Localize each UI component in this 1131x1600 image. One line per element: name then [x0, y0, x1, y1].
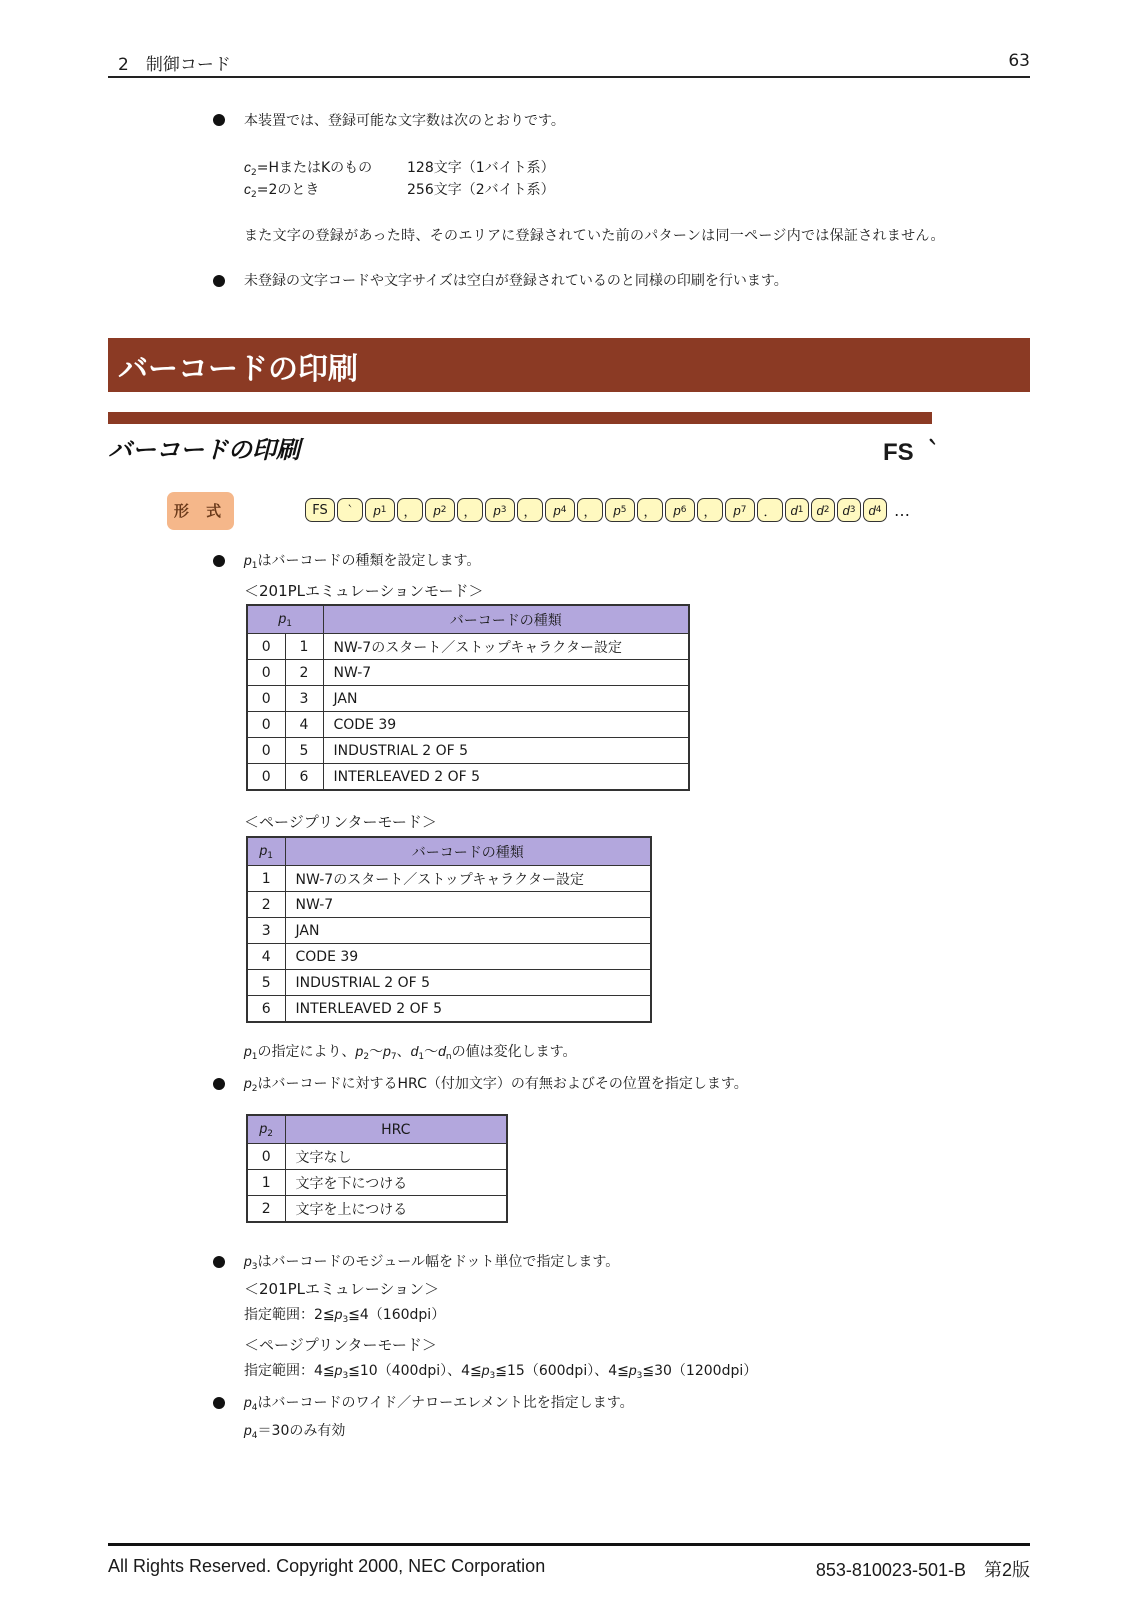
- table-row: 5 INDUSTRIAL 2 OF 5: [247, 970, 651, 996]
- format-box-d3: d 3: [837, 498, 861, 522]
- copyright: All Rights Reserved. Copyright 2000, NEC Corporation: [108, 1556, 546, 1576]
- format-box-comma: ，: [637, 498, 663, 522]
- table-header-row: [247, 605, 689, 634]
- format-label-badge: 形 式: [167, 492, 234, 530]
- section-rule: [108, 412, 932, 424]
- format-box-p5: p 5: [605, 498, 635, 522]
- table-row: 2 NW-7: [247, 892, 651, 918]
- p1-table-page-printer: [246, 836, 652, 1023]
- p1-dependency-note: $p_1$の指定により、$p_2$〜$p_7$、$d_1$〜$d_n$の値は変化します。: [244, 1043, 577, 1062]
- table-row: 1 NW-7のスタート／ストップキャラクター設定: [247, 866, 651, 892]
- command-format: [305, 498, 910, 522]
- table-header-row: [247, 1115, 507, 1144]
- bullet-icon: [213, 114, 225, 126]
- table-row: 0 2 NW-7: [247, 660, 689, 686]
- p4-description: $p_4$はバーコードのワイド／ナローエレメント比を指定します。: [244, 1394, 634, 1413]
- format-box-backtick: ｀: [337, 498, 363, 522]
- bullet-icon: [213, 555, 225, 567]
- p4-value: $p_4=30$のみ有効: [244, 1422, 346, 1441]
- p2-description: $p_2$はバーコードに対するHRC（付加文字）の有無およびその位置を指定します。: [244, 1075, 748, 1094]
- c2-row-2-condition: $c_2=2$のとき: [244, 181, 320, 200]
- page-number: 63: [1008, 51, 1030, 71]
- format-box-d2: d 2: [811, 498, 835, 522]
- footer-rule: [108, 1543, 1030, 1546]
- table-row: 3 JAN: [247, 918, 651, 944]
- format-box-comma: ，: [517, 498, 543, 522]
- format-box-comma: ，: [457, 498, 483, 522]
- format-box-d4: d 4: [863, 498, 887, 522]
- running-header-section: 2 制御コード: [118, 55, 231, 75]
- table-row: 0 1 NW-7のスタート／ストップキャラクター設定: [247, 634, 689, 660]
- col-hrc-header: HRC: [285, 1115, 507, 1144]
- table-row: 0 文字なし: [247, 1144, 507, 1170]
- bullet-icon: [213, 1078, 225, 1090]
- col-type-header: バーコードの種類: [285, 837, 651, 866]
- bullet-icon: [213, 1256, 225, 1268]
- table-row: 0 6 INTERLEAVED 2 OF 5: [247, 764, 689, 791]
- c2-row-1-value: 128文字（1バイト系）: [407, 160, 555, 176]
- chapter-banner-title: バーコードの印刷: [118, 352, 358, 387]
- format-box-period: ．: [757, 498, 783, 522]
- p3-range-page-printer: 指定範囲：$4≦p_3≦10(400dpi)$、$4≦p_3≦15(600dpi)$、$4≦p_3≦30(1200dpi)$: [244, 1362, 758, 1381]
- p3-description: $p_3$はバーコードのモジュール幅をドット単位で指定します。: [244, 1253, 620, 1272]
- p1-mode-201pl-heading: ＜201PLエミュレーションモード＞: [244, 582, 484, 600]
- table-header-row: [247, 837, 651, 866]
- format-box-comma: ，: [577, 498, 603, 522]
- table-row: 6 INTERLEAVED 2 OF 5: [247, 996, 651, 1023]
- c2-row-1-condition: $c_2=H$またはKのもの: [244, 159, 373, 178]
- p3-mode-201pl-heading: ＜201PLエミュレーション＞: [244, 1280, 440, 1298]
- col-param-header: $p_1$: [247, 605, 323, 634]
- bullet-icon: [213, 275, 225, 287]
- format-box-p7: p 7: [725, 498, 755, 522]
- format-box-d1: d 1: [785, 498, 809, 522]
- format-box-p3: p 3: [485, 498, 515, 522]
- format-box-comma: ，: [397, 498, 423, 522]
- col-type-header: バーコードの種類: [323, 605, 689, 634]
- p1-table-201pl: [246, 604, 690, 791]
- table-row: 4 CODE 39: [247, 944, 651, 970]
- table-row: 0 4 CODE 39: [247, 712, 689, 738]
- p3-mode-page-heading: ＜ページプリンターモード＞: [244, 1336, 437, 1354]
- p3-range-201pl: 指定範囲：$2≦p_3≦4(160dpi)$: [244, 1306, 446, 1325]
- format-box-p4: p 4: [545, 498, 575, 522]
- format-box-fs: FS: [305, 498, 335, 522]
- col-param-header: $p_1$: [247, 837, 285, 866]
- intro-bullet-1: 本装置では、登録可能な文字数は次のとおりです。: [244, 113, 565, 129]
- table-row: 0 5 INDUSTRIAL 2 OF 5: [247, 738, 689, 764]
- p2-hrc-table: [246, 1114, 508, 1223]
- format-ellipsis: …: [894, 500, 910, 520]
- format-box-comma: ，: [697, 498, 723, 522]
- bullet-icon: [213, 1397, 225, 1409]
- p1-mode-page-heading: ＜ページプリンターモード＞: [244, 813, 437, 831]
- section-title: バーコードの印刷: [108, 436, 300, 464]
- intro-bullet-2: 未登録の文字コードや文字サイズは空白が登録されているのと同様の印刷を行います。: [244, 273, 788, 289]
- document-number: 853-810023-501-B 第2版: [815, 1560, 1030, 1580]
- format-box-p6: p 6: [665, 498, 695, 522]
- section-command-code: FS ｀: [883, 439, 945, 466]
- c2-row-2-value: 256文字（2バイト系）: [407, 182, 555, 198]
- format-box-p2: p 2: [425, 498, 455, 522]
- col-param-header: $p_2$: [247, 1115, 285, 1144]
- header-rule: [108, 76, 1030, 78]
- p1-description: $p_1$はバーコードの種類を設定します。: [244, 552, 481, 571]
- table-row: 0 3 JAN: [247, 686, 689, 712]
- table-row: 2 文字を上につける: [247, 1196, 507, 1223]
- format-box-p1: p 1: [365, 498, 395, 522]
- registration-note: また文字の登録があった時、そのエリアに登録されていた前のパターンは同一ページ内では保証されません。: [244, 228, 945, 244]
- table-row: 1 文字を下につける: [247, 1170, 507, 1196]
